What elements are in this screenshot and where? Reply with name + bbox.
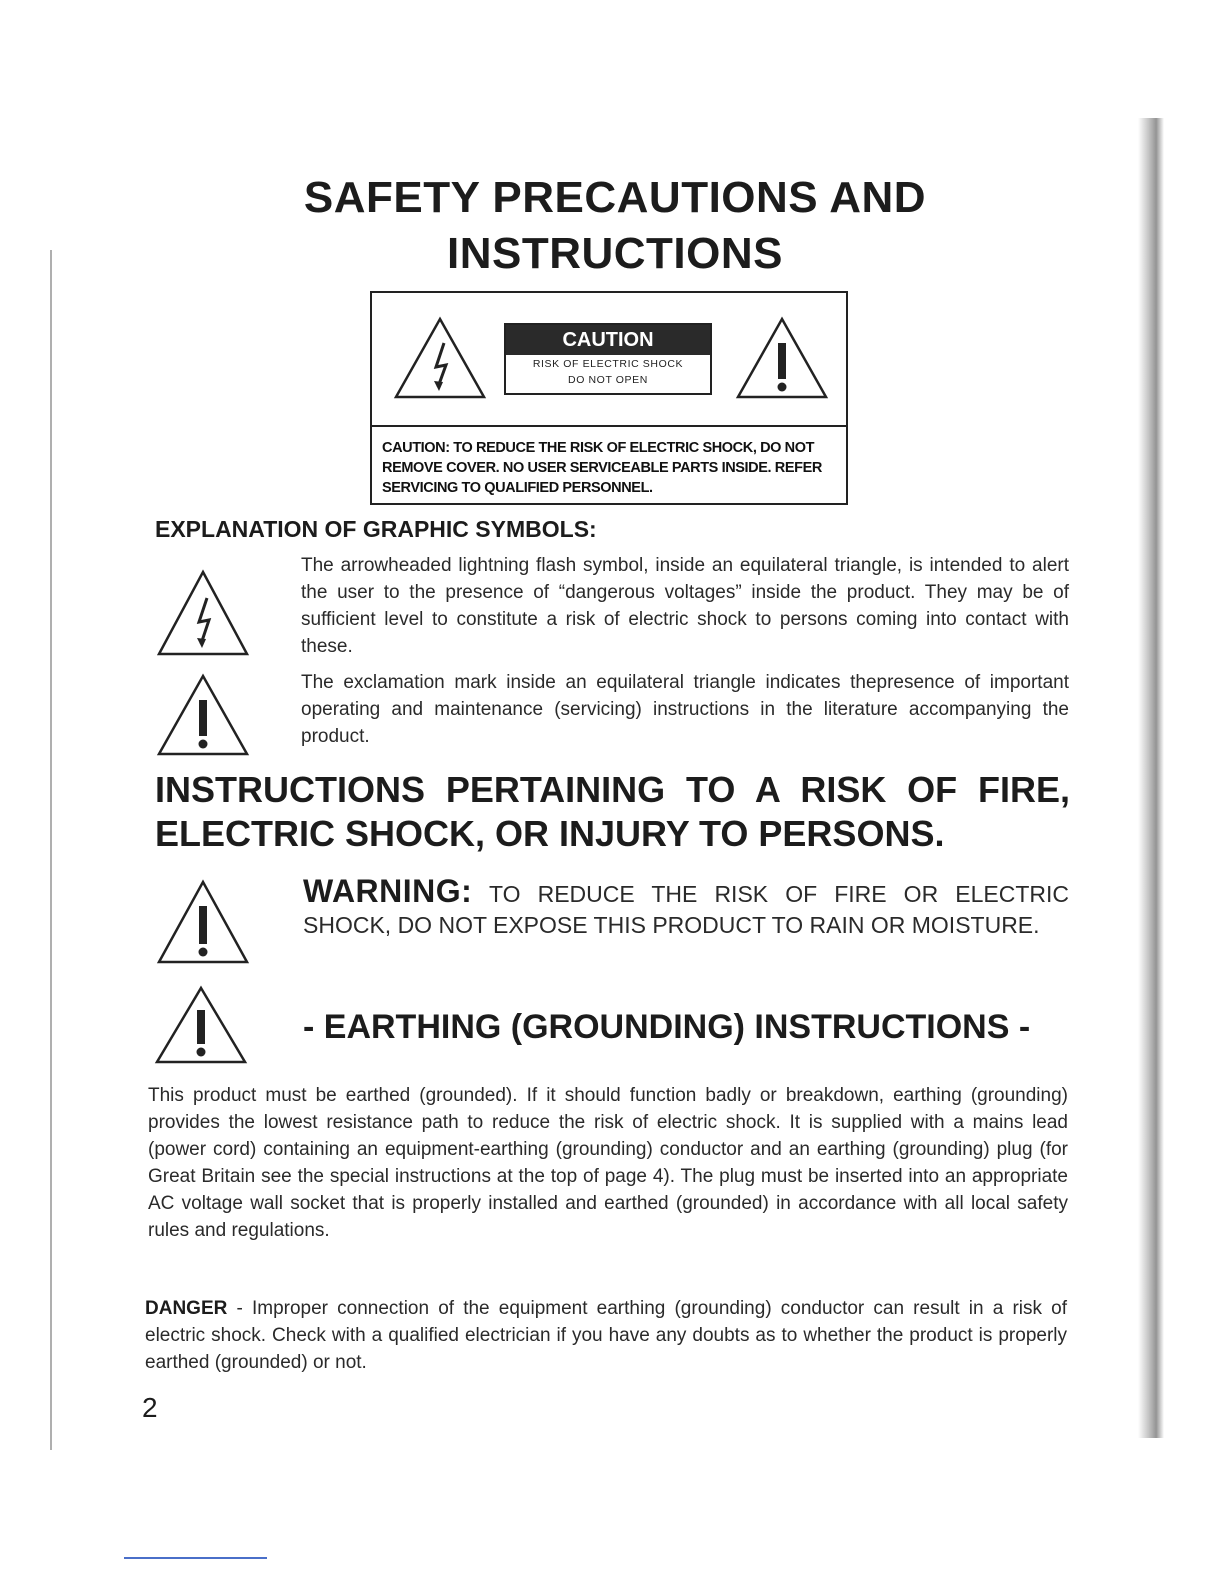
caution-label-heading: CAUTION bbox=[506, 325, 710, 355]
caution-label-line1: RISK OF ELECTRIC SHOCK bbox=[532, 358, 684, 370]
caution-divider bbox=[372, 425, 846, 427]
page-title-line2: INSTRUCTIONS bbox=[447, 229, 783, 278]
danger-label: DANGER bbox=[145, 1298, 228, 1319]
warning-label: WARNING: bbox=[303, 873, 473, 909]
exclamation-triangle-icon bbox=[734, 315, 830, 401]
earthing-instructions: This product must be earthed (grounded). If it should function badly or breakdown, earthing (grounding) provides the lowest resistance path to reduce the risk of electric shock. It is supplied with a mains lead (power cord) containing an equipment-earthing (grounding) conductor and an earthing (grounding) plug (for Great Britain see the special instructions at the top of page 4). The plug must be inserted into an appropriate AC voltage wall socket that is properly installed and earthed (grounded) in accordance with all local safety rules and regulations. bbox=[148, 1085, 1068, 1241]
bottom-rule bbox=[124, 1557, 267, 1559]
caution-label bbox=[504, 323, 712, 395]
page-title-line1: SAFETY PRECAUTIONS AND bbox=[303, 173, 927, 222]
exclamation-symbol-explanation: The exclamation mark inside an equilateral triangle indicates thepresence of important operating and maintenance (servicing) instructions in the literature accompanying the product. bbox=[301, 672, 1069, 747]
lightning-symbol-explanation: The arrowheaded lightning flash symbol, inside an equilateral triangle, is intended to alert the user to the presence of “dangerous voltages” inside the product. They may be of sufficient level to constitute a risk of electric shock to persons coming into contact with these. bbox=[301, 555, 1069, 657]
exclamation-triangle-icon bbox=[155, 878, 251, 966]
exclamation-triangle-icon bbox=[153, 984, 249, 1066]
caution-label-line2: DO NOT OPEN bbox=[568, 374, 648, 386]
caution-notice: CAUTION: TO REDUCE THE RISK OF ELECTRIC SHOCK, DO NOT REMOVE COVER. NO USER SERVICEABLE PARTS INSIDE. REFER SERVICING TO QUALIFIED PERSONNEL. bbox=[382, 440, 822, 496]
fire-shock-heading: INSTRUCTIONS PERTAINING TO A RISK OF FIRE, ELECTRIC SHOCK, OR INJURY TO PERSONS. bbox=[155, 769, 1070, 854]
danger-text: - Improper connection of the equipment earthing (grounding) conductor can result in a risk of electric shock. Check with a qualified electrician if you have any doubts as to whether the product is properly earthed (grounded) or not. bbox=[145, 1298, 1067, 1373]
caution-box bbox=[370, 291, 848, 505]
earthing-heading: - EARTHING (GROUNDING) INSTRUCTIONS - bbox=[303, 1008, 1031, 1046]
explanation-heading: EXPLANATION OF GRAPHIC SYMBOLS: bbox=[155, 516, 597, 542]
danger-paragraph bbox=[145, 1295, 1067, 1376]
lightning-triangle-icon bbox=[155, 568, 251, 658]
page-left-edge bbox=[50, 250, 52, 1450]
warning-text: TO REDUCE THE RISK OF FIRE OR ELECTRIC SHOCK, DO NOT EXPOSE THIS PRODUCT TO RAIN OR MOISTURE. bbox=[303, 881, 1069, 938]
page-number: 2 bbox=[142, 1392, 158, 1423]
lightning-triangle-icon bbox=[392, 315, 488, 401]
page-edge-shadow bbox=[1138, 118, 1164, 1438]
exclamation-triangle-icon bbox=[155, 672, 251, 758]
warning-block bbox=[303, 873, 1069, 941]
page-title bbox=[180, 170, 1050, 282]
